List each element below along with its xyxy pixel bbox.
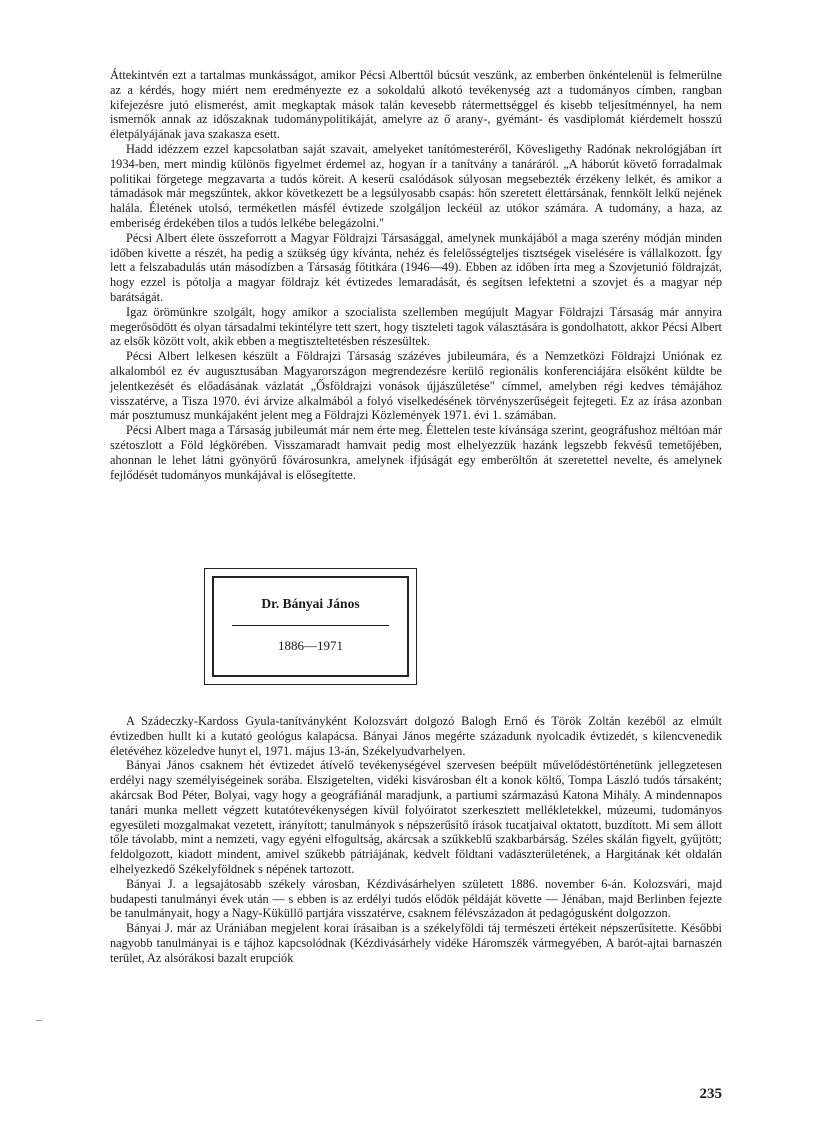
margin-mark: – bbox=[36, 1012, 42, 1026]
paragraph: Áttekintvén ezt a tartalmas munkásságot, amikor Pécsi Alberttől búcsút veszünk, az emberben önkéntelenül is felmerülne az a kérdés, hogy miért nem eredményezte ez a sokoldalú alkotó tevékenység azt a tudományos címben, rangban kifejezésre jutó elismerést, amit megkaptak mások talán kevesebb rátermettséggel és kisebb teljesítménnyel, ha nem ismernők annak az időszaknak tudománypolitikáját, amelyre az ő arany-, gyémánt- és vasdiplomát kiérdemelt hosszú életpályájának java szakasza esett. bbox=[110, 68, 722, 142]
text-block-lower bbox=[110, 714, 722, 966]
paragraph: Pécsi Albert maga a Társaság jubileumát már nem érte meg. Élettelen teste kívánsága szerint, geográfushoz méltóan már szétoszlott a Föld légkörében. Visszamaradt hamvait pedig most elhelyezzük hazánk legszebb fekvésű temetőjében, ahonnan le lehet látni gyönyörű fővárosunkra, amelynek ifjúságát egy emberöltőn át szeretettel nevelte, és amelynek fejlődését tudományos munkájával is elősegítette. bbox=[110, 423, 722, 482]
paragraph: Bányai J. már az Urániában megjelent korai írásaiban is a székelyföldi táj természeti értékeit népszerűsítette. Későbbi nagyobb tanulmányai is e tájhoz kapcsolódnak (Kézdivásárhely vidéke Háromszék vármegyében, A barót-ajtai barnaszén terület, Az alsórákosi bazalt erupciók bbox=[110, 921, 722, 965]
obituary-title-box bbox=[204, 568, 417, 685]
obituary-name: Dr. Bányai János bbox=[261, 596, 360, 611]
divider bbox=[232, 625, 389, 626]
paragraph: Pécsi Albert lelkesen készült a Földrajzi Társaság százéves jubileumára, és a Nemzetközi Földrajzi Uniónak ez alkalomból ez év augusztusában Magyarországon megrendezésre kerülő regionális konferenciájára elsőként küldte be jelentkezését és előadásának vázlatát „Ősföldrajzi vonások újjászületése" címmel, amelyben régi kedves témájához visszatérve, a Tisza 1970. évi árvize alkalmából a folyó viselkedésének törvényszerűségeit fejtegeti. Ez az írása azonban már posztumusz munkájaként jelent meg a Földrajzi Közlemények 1971. évi 1. számában. bbox=[110, 349, 722, 423]
text-block-upper bbox=[110, 68, 722, 583]
paragraph: Pécsi Albert élete összeforrott a Magyar Földrajzi Társasággal, amelynek munkájából a maga szerény módján minden időben kivette a részét, ha pedig a szükség úgy kívánta, nehéz és felelősségteljes tisztségek viselésére is vállalkozott. Így lett a felszabadulás után másodízben a Társaság főtitkára (1946—49). Ebben az időben írta meg a Szovjetunió földrajzát, hogy ezzel is pótolja a magyar földrajz két évtizedes lemaradását, és segítsen lefektetni a szovjet és a magyar nép barátságát. bbox=[110, 230, 722, 304]
page-number: 235 bbox=[699, 1086, 722, 1102]
paragraph: Igaz örömünkre szolgált, hogy amikor a szocialista szellemben megújult Magyar Földrajzi Társaság már annyira megerősödött és olyan társadalmi tekintélyre tett szert, hogy tiszteleti tagok választására is gondolhatott, akkor Pécsi Albert az elsők között volt, akik ebben a megtiszteltetésben részesültek. bbox=[110, 304, 722, 349]
obituary-title-frame bbox=[212, 576, 409, 677]
paragraph: Bányai János csaknem hét évtizedet átívelő tevékenységével szervesen beépült művelődéstörténetünk jellegzetesen erdélyi nagy személyiségeinek sorába. Elszigetelten, vidéki kisvárosban élt a konok költő, Tompa László tudós társaként; akárcsak Bod Péter, Bolyai, vagy hogy a geográfiánál maradjunk, a partiumi származású Katona Mihály. A mindennapos tanári munka mellett végzett kutatótevékenységen kívül folyóiratot szerkesztett mellékletekkel, múzeumi, tudományos egyesületi mozgalmakat vezetett, irányított; tanulmányok s népszerűsítő írások tucatjaival oktatott, buzdított. Mi sem állott tőle távolabb, mint a nemzeti, vagy egyéni elfogultság, akárcsak a szűkkeblű szakbarbárság. Széles skálán figyelt, gyűjtött; feldolgozott, kiadott mindent, amivel szűkebb pátriájának, kedvelt földtani vadászterületének, a Hargitának két oldalán elhelyezkedő Székelyföldnek s népének tartozott. bbox=[110, 758, 722, 876]
paragraph: Bányai J. a legsajátosabb székely városban, Kézdivásárhelyen született 1886. november 6-án. Kolozsvári, majd budapesti tanulmányi évek után — s ebben is az erdélyi tudós elődök példáját követte — Jénában, majd Berlinben fejezte be tanulmányait, hogy a Nagy-Küküllő partjára visszatérve, csaknem félévszázadon át pedagógusként dolgozzon. bbox=[110, 876, 722, 921]
obituary-dates: 1886—1971 bbox=[278, 638, 343, 653]
paragraph: Hadd idézzem ezzel kapcsolatban saját szavait, amelyeket tanítómesteréről, Kövesligethy Radónak nekrológjában írt 1934-ben, mert mindig különös figyelmet érdemel az, hogyan ír a tanítvány a tanáráról. „A háborút követő forradalmak politikai förgetege megzavarta a tudós köreit. A keserű csalódások súlyosan megsebezték érzékeny lelkét, és amikor a támadások már megszűntek, akkor következett be a legsúlyosabb csapás: hőn szeretett élettársának, fennkölt lelkű nejének halála. Életének utolsó, terméketlen másfél évtizede szolgáljon leckéül az utókor számára. A tudomány, a haza, az emberiség érdekében tilos a tudós lelkébe belegázolni." bbox=[110, 141, 722, 230]
paragraph: A Szádeczky-Kardoss Gyula-tanítványként Kolozsvárt dolgozó Balogh Ernő és Török Zoltán kezéből az elmúlt évtizedben hullt ki a kutató geológus kalapácsa. Bányai János megérte századunk nyolcadik évtizedét, s kilencvenedik életévéhez közeledve hunyt el, 1971. május 13-án, Székelyudvarhelyen. bbox=[110, 714, 722, 758]
